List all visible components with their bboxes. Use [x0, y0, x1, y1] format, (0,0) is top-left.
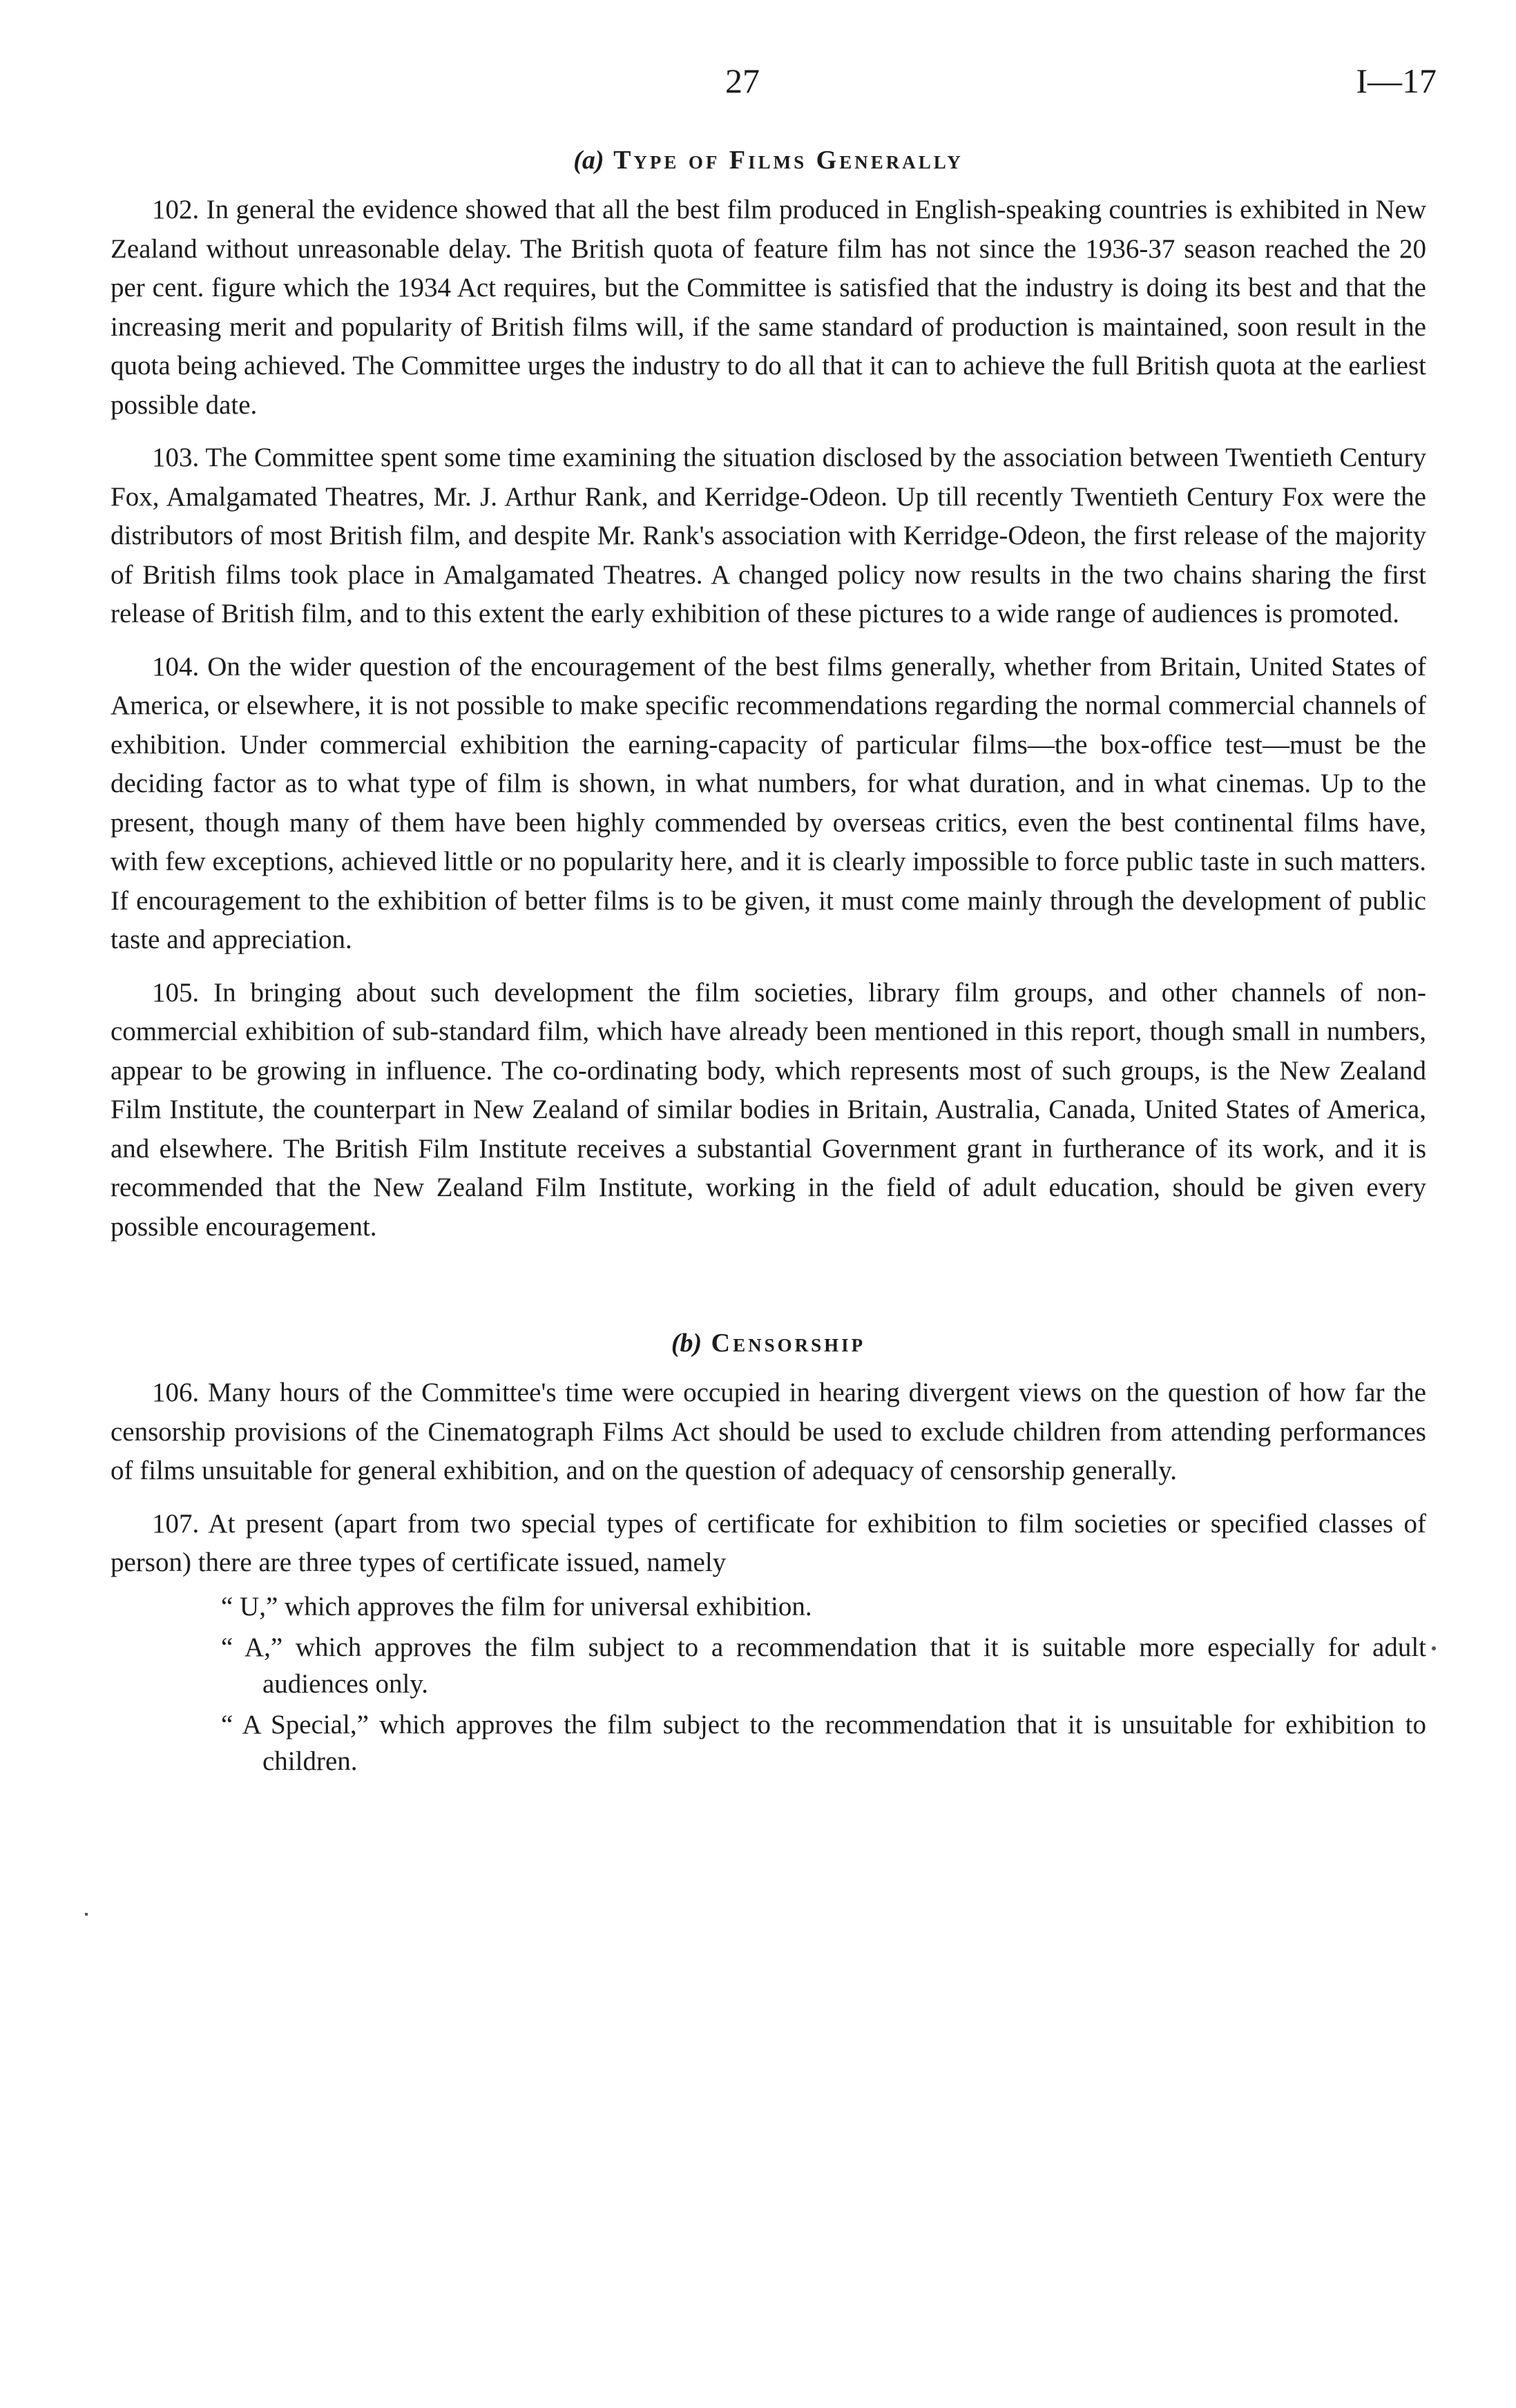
section-heading-a	[111, 144, 1426, 177]
certificate-a-special: “ A Special,” which approves the film subject to the recommendation that it is unsuitable for exhibition to children.	[221, 1709, 1426, 1776]
section-letter: (a)	[573, 146, 604, 175]
paragraph-102: 102. In general the evidence showed that all the best film produced in English-speaking countries is exhibited in New Zealand without unreasonable delay. The British quota of feature film has not since the 1936-37 season reached the 20 per cent. figure which the 1934 Act requires, but the Committee is satisfied that the industry is doing its best and that the increasing merit and popularity of British films will, if the same standard of production is maintained, soon result in the quota being achieved. The Committee urges the industry to do all that it can to achieve the full British quota at the earliest possible date.	[111, 195, 1426, 420]
page-body	[111, 144, 1426, 1784]
document-reference: I—17	[1356, 61, 1437, 100]
paragraph-105: 105. In bringing about such development the film societies, library film groups, and other channels of non-commercial exhibition of sub-standard film, which have already been mentioned in this report, though small in numbers, appear to be growing in influence. The co-ordinating body, which represents most of such groups, is the New Zealand Film Institute, the counterpart in New Zealand of similar bodies in Britain, Australia, Canada, United States of America, and elsewhere. The British Film Institute receives a substantial Government grant in furtherance of its work, and it is recommended that the New Zealand Film Institute, working in the field of adult education, should be given every possible encouragement.	[111, 977, 1426, 1242]
section-heading-b	[111, 1327, 1426, 1360]
paragraph-106: 106. Many hours of the Committee's time were occupied in hearing divergent views on the question of how far the censorship provisions of the Cinematograph Films Act should be used to exclude children from attending performances of films unsuitable for general exhibition, and on the question of adequacy of censorship generally.	[111, 1378, 1426, 1485]
margin-mark	[1432, 1646, 1436, 1650]
certificate-list	[111, 1588, 1426, 1780]
section-type-of-films	[111, 144, 1426, 1246]
section-censorship	[111, 1327, 1426, 1780]
certificate-u: “ U,” which approves the film for universal exhibition.	[221, 1591, 812, 1621]
section-title: Type of Films Generally	[613, 146, 963, 175]
paragraph-107: 107. At present (apart from two special types of certificate for exhibition to film societies or specified classes of person) there are three types of certificate issued, namely	[111, 1508, 1426, 1577]
section-spacer	[111, 1246, 1426, 1327]
margin-tick	[85, 1913, 88, 1916]
page-number: 27	[725, 61, 760, 100]
section-title: Censorship	[711, 1329, 866, 1358]
certificate-a: “ A,” which approves the film subject to a recommendation that it is suitable more especially for adult audiences only.	[221, 1632, 1426, 1699]
section-letter: (b)	[671, 1329, 702, 1358]
paragraph-104: 104. On the wider question of the encouragement of the best films generally, whether from Britain, United States of America, or elsewhere, it is not possible to make specific recommendations regarding the normal commercial channels of exhibition. Under commercial exhibition the earning-capacity of particular films—the box-office test—must be the deciding factor as to what type of film is shown, in what numbers, for what duration, and in what cinemas. Up to the present, though many of them have been highly commended by overseas critics, even the best continental films have, with few exceptions, achieved little or no popularity here, and it is clearly impossible to force public taste in such matters. If encouragement to the exhibition of better films is to be given, it must come mainly through the development of public taste and appreciation.	[111, 651, 1426, 954]
paragraph-103: 103. The Committee spent some time examining the situation disclosed by the association between Twentieth Century Fox, Amalgamated Theatres, Mr. J. Arthur Rank, and Kerridge-Odeon. Up till recently Twentieth Century Fox were the distributors of most British film, and despite Mr. Rank's association with Kerridge-Odeon, the first release of the majority of British films took place in Amalgamated Theatres. A changed policy now results in the two chains sharing the first release of British film, and to this extent the early exhibition of these pictures to a wide range of audiences is promoted.	[111, 443, 1426, 628]
